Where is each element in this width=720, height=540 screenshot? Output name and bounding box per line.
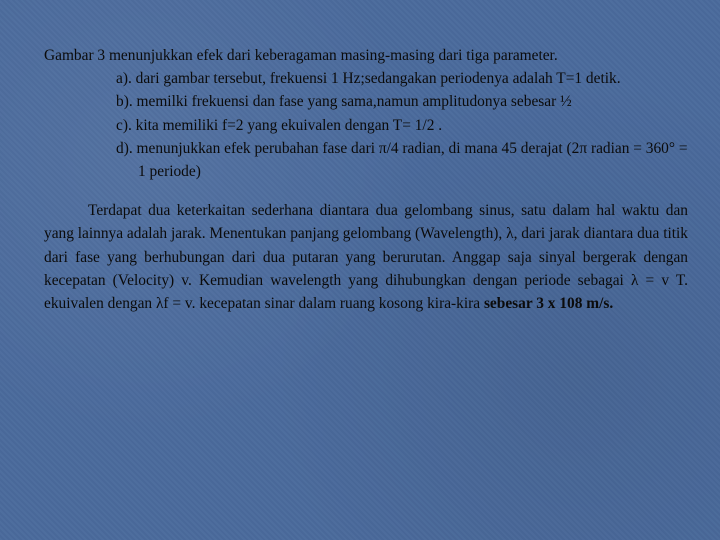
slide-content [44, 44, 692, 315]
list-item-d [44, 137, 692, 183]
body-paragraph [44, 199, 692, 315]
parameter-list [44, 67, 692, 183]
list-item-b [44, 90, 692, 113]
list-marker: d). [116, 139, 133, 157]
paragraph-text: Terdapat dua keterkaitan sederhana diantara dua gelombang sinus, satu dalam hal waktu dan yang lainnya adalah jarak. Menentukan panjang gelombang (Wavelength), λ, dari jarak diantara dua titik dari fase yang berhubungan dari dua putaran yang berurutan. Anggap saja sinyal bergerak dengan kecepatan (Velocity) v. Kemudian wavelength yang dihubungkan dengan periode sebagai λ = v T. ekuivalen dengan λf = v. kecepatan sinar dalam ruang kosong kira-kira [44, 202, 688, 313]
list-item-text: memilki frekuensi dan fase yang sama,namun amplitudonya sebesar ½ [132, 93, 572, 111]
intro-text: Gambar 3 menunjukkan efek dari keberagaman masing-masing dari tiga parameter. [44, 47, 558, 64]
list-marker: b). [116, 93, 133, 111]
paragraph-bold-text: sebesar 3 x 108 m/s. [483, 295, 614, 313]
list-item-a [44, 67, 692, 90]
list-item-c [44, 114, 692, 137]
list-marker: c). [116, 116, 132, 134]
list-item-text: kita memiliki f=2 yang ekuivalen dengan T= 1/2 . [131, 116, 443, 134]
list-item-text: menunjukkan efek perubahan fase dari π/4 radian, di mana 45 derajat (2π radian = 360° = 1 periode) [132, 139, 688, 181]
list-item-text: dari gambar tersebut, frekuensi 1 Hz;sedangakan periodenya adalah T=1 detik. [131, 70, 621, 88]
list-marker: a). [116, 70, 132, 88]
